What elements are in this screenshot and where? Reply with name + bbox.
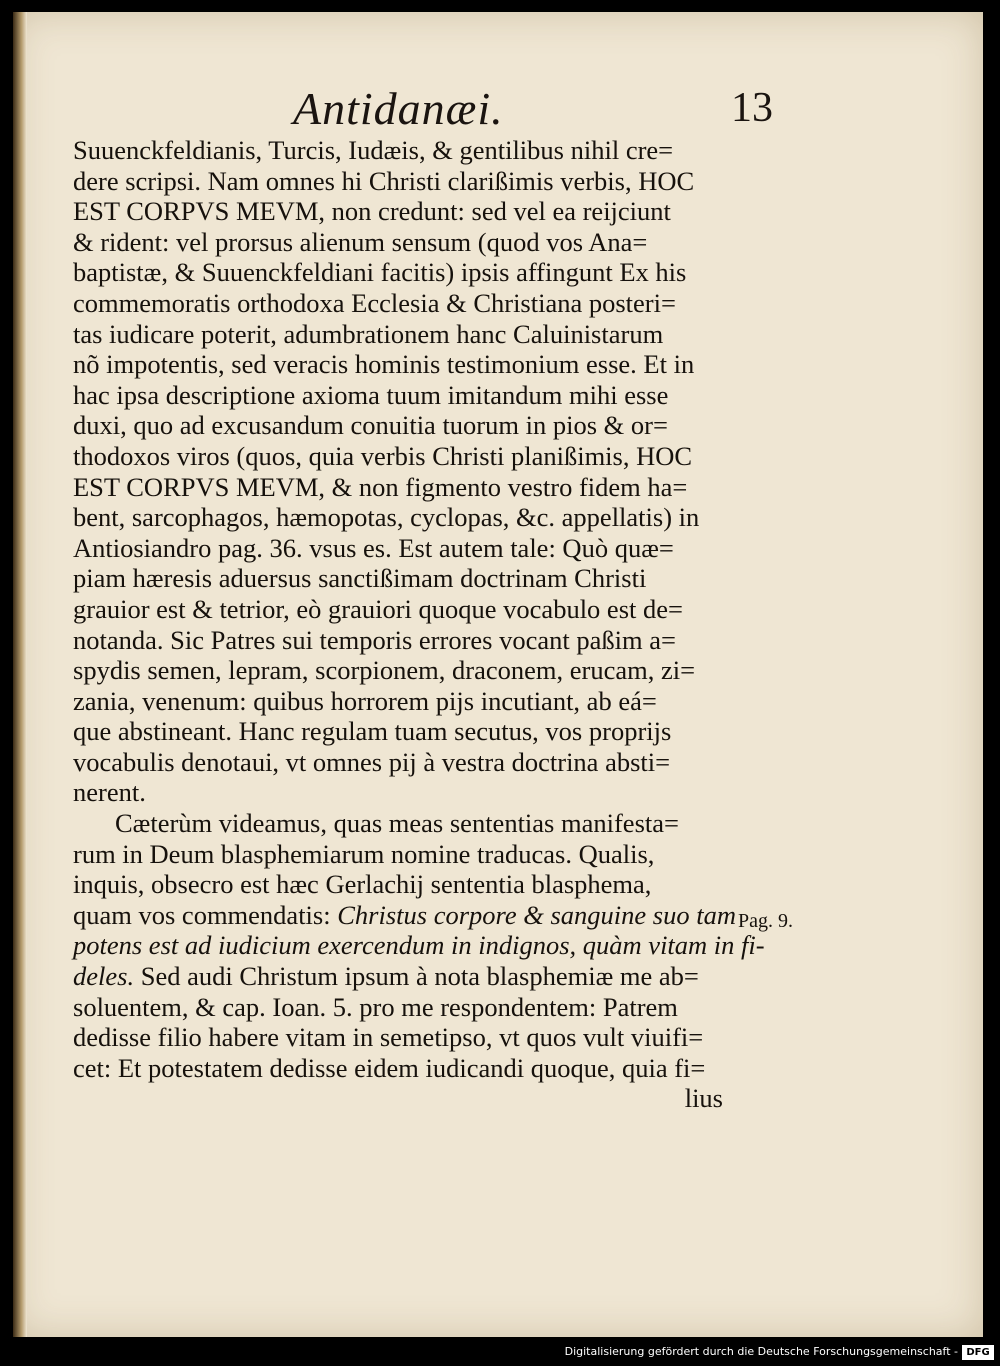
- text-line: EST CORPVS MEVM, & non figmento vestro fidem ha=: [73, 471, 688, 502]
- text-line: cet: Et potestatem dedisse eidem iudicandi quoque, quia fi=: [73, 1052, 706, 1083]
- text-line: thodoxos viros (quos, quia verbis Christi planißimis, HOC: [73, 440, 693, 471]
- text-line: duxi, quo ad excusandum conuitia tuorum in pios & or=: [73, 410, 668, 441]
- text-line: zania, venenum: quibus horrorem pijs incutiant, ab eá=: [73, 685, 657, 716]
- text-line: [73, 961, 753, 992]
- text-line: Suuenckfeldianis, Turcis, Iudæis, & gentilibus nihil cre=: [73, 135, 674, 165]
- italic-quote: deles.: [73, 961, 135, 992]
- page-header: [293, 82, 773, 142]
- text-line: [73, 900, 753, 931]
- text-line: tas iudicare poterit, adumbrationem hanc Caluinistarum: [73, 318, 664, 349]
- text-line: inquis, obsecro est hæc Gerlachij sententia blasphema,: [73, 869, 652, 900]
- text-line: bent, sarcophagos, hæmopotas, cyclopas, &c. appellatis) in: [73, 502, 700, 533]
- text-line: Antiosiandro pag. 36. vsus es. Est autem tale: Quò quæ=: [73, 532, 674, 563]
- binding-edge: [13, 12, 27, 1337]
- text-run: Sed audi Christum ipsum à nota blasphemiæ me ab=: [140, 961, 699, 992]
- margin-note: Pag. 9.: [738, 910, 793, 932]
- digitization-credit: Digitalisierung gefördert durch die Deutsche Forschungsgemeinschaft -: [564, 1345, 958, 1358]
- text-line: hac ipsa descriptione axioma tuum imitandum mihi esse: [73, 379, 669, 410]
- text-line: grauior est & tetrior, eò grauiori quoque vocabulo est de=: [73, 593, 683, 624]
- text-line: baptistæ, & Suuenckfeldiani facitis) ipsis affingunt Ex his: [73, 257, 687, 288]
- text-line: dere scripsi. Nam omnes hi Christi clarißimis verbis, HOC: [73, 165, 695, 196]
- book-page: [13, 12, 983, 1337]
- text-line: soluentem, & cap. Ioan. 5. pro me respondentem: Patrem: [73, 991, 678, 1022]
- body-text: [73, 135, 765, 1114]
- text-line: dedisse filio habere vitam in semetipso, vt quos vult viuifi=: [73, 1022, 704, 1053]
- text-line: que abstineant. Hanc regulam tuam secutus, vos proprijs: [73, 716, 672, 747]
- footer-bar: [0, 1337, 1000, 1366]
- dfg-logo: DFG: [962, 1345, 994, 1360]
- page-number: 13: [731, 85, 773, 131]
- text-line: nõ impotentis, sed veracis hominis testimonium esse. Et in: [73, 349, 695, 380]
- text-line: notanda. Sic Patres sui temporis errores vocant paßim a=: [73, 624, 676, 655]
- italic-quote: Christus corpore & sanguine suo tam: [337, 899, 736, 930]
- text-line: spydis semen, lepram, scorpionem, draconem, erucam, zi=: [73, 655, 696, 686]
- text-line: & rident: vel prorsus alienum sensum (quod vos Ana=: [73, 226, 648, 257]
- text-line: EST CORPVS MEVM, non credunt: sed vel ea reijciunt: [73, 196, 671, 227]
- italic-quote-line: potens est ad iudicium exercendum in indignos, quàm vitam in fi-: [73, 930, 765, 961]
- text-line: commemoratis orthodoxa Ecclesia & Christiana posteri=: [73, 287, 676, 318]
- text-line: Cæterùm videamus, quas meas sententias manifesta=: [115, 808, 679, 839]
- text-line: nerent.: [73, 777, 146, 808]
- catchword: lius: [684, 1083, 723, 1114]
- text-run: quam vos commendatis:: [73, 899, 331, 930]
- text-line: piam hæresis aduersus sanctißimam doctrinam Christi: [73, 563, 647, 594]
- running-head: Antidanæi.: [293, 83, 504, 134]
- text-line: rum in Deum blasphemiarum nomine traducas. Qualis,: [73, 838, 655, 869]
- text-line: vocabulis denotaui, vt omnes pij à vestra doctrina absti=: [73, 746, 671, 777]
